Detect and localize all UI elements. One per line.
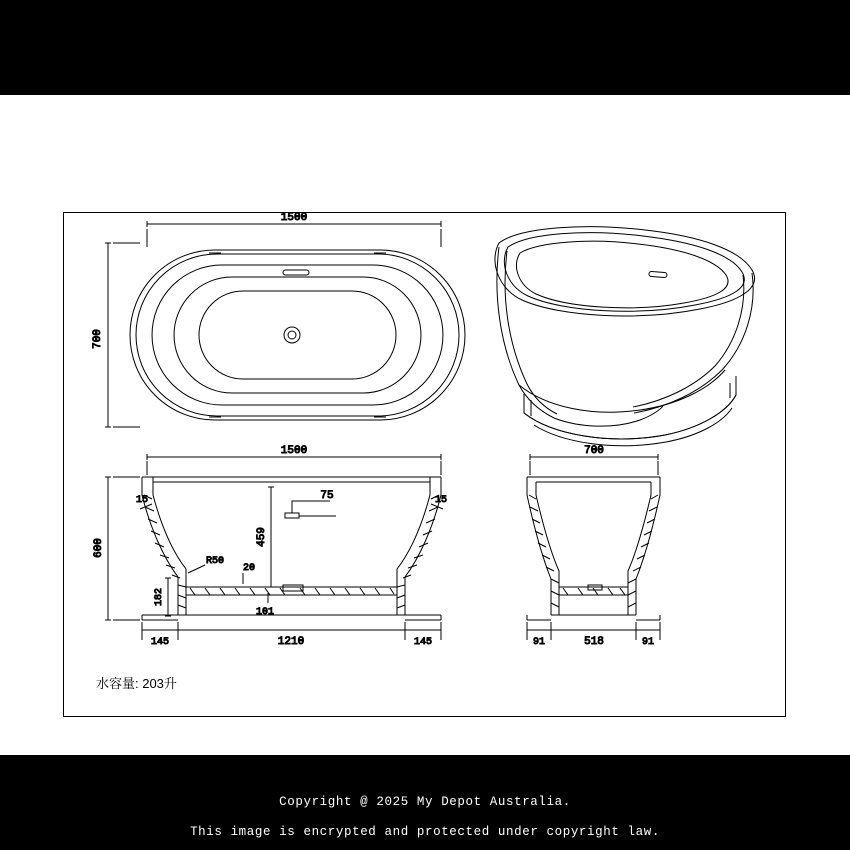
- top-view-geometry: [92, 212, 465, 427]
- dim-side-base-518: 518: [584, 636, 604, 648]
- dim-top-700: 700: [92, 329, 104, 349]
- dim-front-rim-right-15: 15: [434, 495, 448, 506]
- dim-front-1500: 1500: [280, 445, 308, 457]
- copyright-line-1: Copyright @ 2025 My Depot Australia.: [279, 795, 571, 809]
- drawing-sheet: [0, 95, 850, 755]
- dim-front-101: 101: [255, 607, 275, 618]
- dim-side-700: 700: [584, 445, 604, 457]
- front-section-geometry: [93, 445, 447, 648]
- side-section-geometry: [527, 445, 660, 648]
- dim-side-foot-right-91: 91: [641, 637, 655, 648]
- water-capacity-note: 水容量: 203升: [96, 676, 177, 691]
- dim-front-rim-left-15: 15: [135, 495, 149, 506]
- dim-front-20: 20: [242, 563, 256, 574]
- dim-front-75: 75: [320, 490, 334, 502]
- cad-linework: [0, 95, 850, 755]
- dim-side-foot-left-91: 91: [532, 637, 546, 648]
- dim-front-182: 182: [154, 587, 165, 607]
- copyright-line-2: This image is encrypted and protected under copyright law.: [190, 825, 660, 839]
- dim-front-foot-right-145: 145: [413, 637, 433, 648]
- dim-front-base-1210: 1210: [277, 636, 305, 648]
- dim-front-600: 600: [93, 538, 105, 558]
- dim-front-foot-left-145: 145: [150, 637, 170, 648]
- dim-front-r50: R50: [206, 556, 225, 567]
- dim-front-459: 459: [256, 527, 268, 547]
- dim-top-1500: 1500: [280, 212, 308, 224]
- perspective-view-geometry: [495, 227, 755, 446]
